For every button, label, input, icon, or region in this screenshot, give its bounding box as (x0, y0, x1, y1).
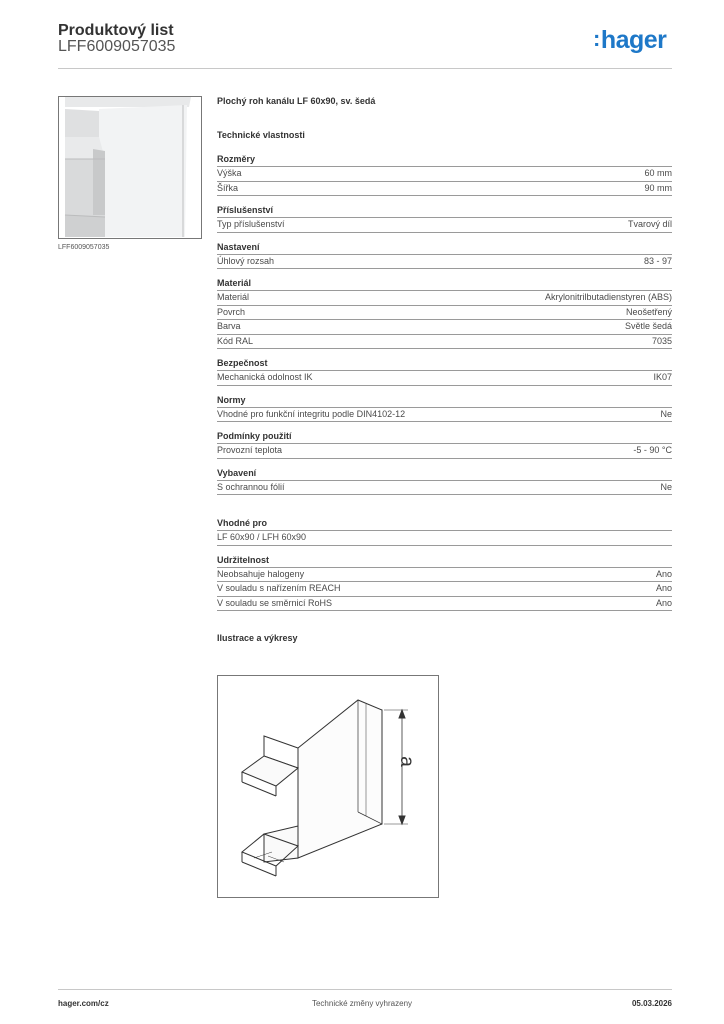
header-divider (58, 68, 672, 69)
suitable-for-title: Vhodné pro (217, 518, 672, 531)
group-title-standards: Normy (217, 395, 672, 408)
group-title-accessories: Příslušenství (217, 205, 672, 218)
group-title-safety: Bezpečnost (217, 358, 672, 371)
spec-row: Kód RAL 7035 (217, 335, 672, 350)
spec-row: Typ příslušenství Tvarový díl (217, 218, 672, 233)
photo-caption: LFF6009057035 (58, 244, 110, 251)
group-title-material: Materiál (217, 278, 672, 291)
spec-row: Šířka 90 mm (217, 182, 672, 197)
product-photo (58, 96, 202, 239)
spec-row: Úhlový rozsah 83 - 97 (217, 255, 672, 270)
spec-row: Neobsahuje halogeny Ano (217, 568, 672, 583)
footer-divider (58, 989, 672, 990)
dimension-label: a (395, 756, 417, 767)
spec-row: Povrch Neošetřený (217, 306, 672, 321)
page-title: Produktový list (58, 22, 174, 39)
group-title-dimensions: Rozměry (217, 154, 672, 167)
group-title-settings: Nastavení (217, 242, 672, 255)
footer-note: Technické změny vyhrazeny (311, 999, 413, 1008)
spec-row: Provozní teplota -5 - 90 °C (217, 444, 672, 459)
spec-row: S ochrannou fólií Ne (217, 481, 672, 496)
footer-website-link[interactable]: hager.com/cz (58, 999, 109, 1008)
spec-row: Výška 60 mm (217, 167, 672, 182)
hager-logo: :hager (593, 26, 667, 54)
group-title-conditions: Podmínky použití (217, 431, 672, 444)
spec-row: V souladu s nařízením REACH Ano (217, 582, 672, 597)
footer-date: 05.03.2026 (631, 999, 672, 1008)
spec-row: Vhodné pro funkční integritu podle DIN4102-12 Ne (217, 408, 672, 423)
technical-drawing (217, 675, 439, 898)
drawings-title: Ilustrace a výkresy (217, 633, 298, 643)
group-title-equipment: Vybavení (217, 468, 672, 481)
product-photo-render (59, 97, 202, 239)
specifications (217, 96, 672, 643)
technical-section-title: Technické vlastnosti (217, 130, 305, 140)
spec-row: Materiál Akrylonitrilbutadienstyren (ABS) (217, 291, 672, 306)
spec-row: V souladu se směrnicí RoHS Ano (217, 597, 672, 612)
suitable-for-row: LF 60x90 / LFH 60x90 (217, 531, 672, 546)
spec-row: Mechanická odolnost IK IK07 (217, 371, 672, 386)
drawing-lines (218, 676, 439, 898)
product-title: Plochý roh kanálu LF 60x90, sv. šedá (217, 96, 376, 106)
sustainability-title: Udržitelnost (217, 555, 672, 568)
spec-row: Barva Světle šedá (217, 320, 672, 335)
product-code: LFF6009057035 (58, 38, 176, 55)
